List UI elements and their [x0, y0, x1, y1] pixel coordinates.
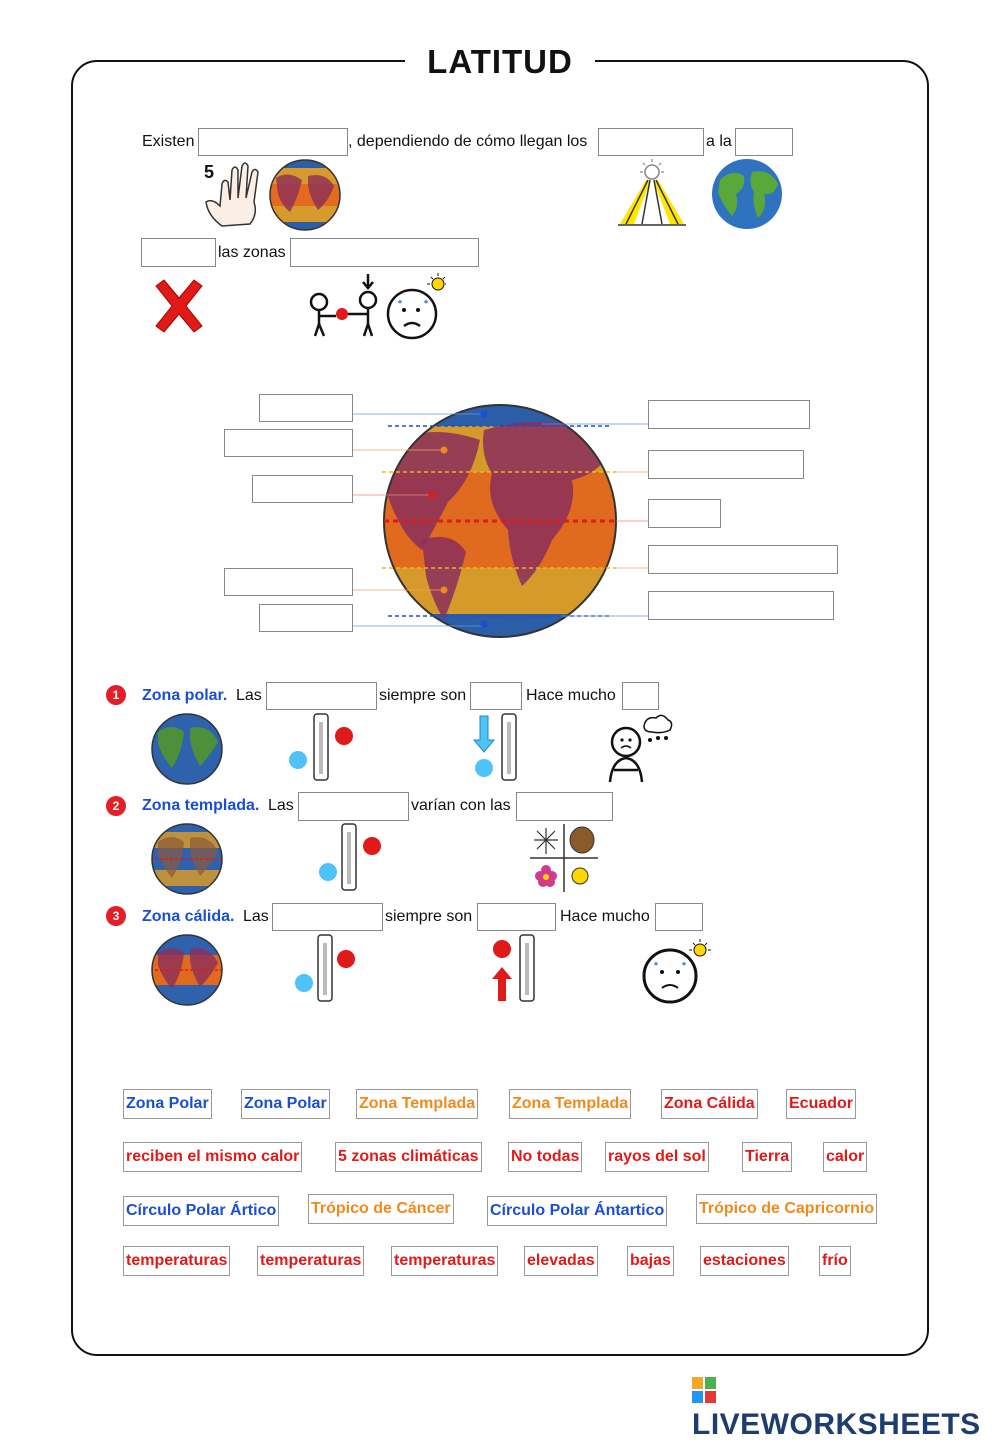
word-chip-zona-polar-1[interactable]: Zona Polar: [123, 1089, 212, 1119]
zone-polar-blank-1[interactable]: [266, 682, 377, 710]
diagram-left-blank-2[interactable]: [224, 429, 353, 457]
diagram-right-blank-2[interactable]: [648, 450, 804, 479]
earth-globe-icon: [710, 158, 784, 230]
sun-rays-icon: [614, 158, 690, 228]
word-chip-temperaturas-1[interactable]: temperaturas: [123, 1246, 230, 1276]
blank-existen[interactable]: [198, 128, 348, 156]
diagram-left-blank-1[interactable]: [259, 394, 353, 422]
earth-temperate-zone-icon: [150, 822, 224, 896]
liveworksheets-logo-text: LIVEWORKSHEETS: [692, 1408, 981, 1441]
word-chip-tierra[interactable]: Tierra: [742, 1142, 792, 1172]
word-chip-circulo-polar-artico[interactable]: Círculo Polar Ártico: [123, 1196, 279, 1226]
thermometer-icon: [286, 712, 356, 784]
earth-polar-zone-icon: [150, 712, 224, 786]
blank-reciben[interactable]: [290, 238, 479, 267]
red-cross-icon: [150, 278, 208, 334]
word-chip-no-todas[interactable]: No todas: [508, 1142, 582, 1172]
zone-number-3: 3: [106, 906, 126, 926]
word-chip-calor[interactable]: calor: [823, 1142, 867, 1172]
temperature-high-icon: [488, 933, 540, 1005]
zone-calida-blank-3[interactable]: [655, 903, 703, 931]
blank-a-la[interactable]: [735, 128, 793, 156]
hot-face-icon: [640, 938, 714, 1006]
seasons-icon: [530, 824, 600, 894]
zone-calida-text-hace: Hace mucho: [560, 908, 650, 925]
zone-polar-blank-3[interactable]: [622, 682, 659, 710]
cold-person-icon: [600, 712, 674, 784]
word-chip-tropico-de-capricornio[interactable]: Trópico de Capricornio: [696, 1194, 877, 1224]
zone-templada-title: Zona templada.: [142, 797, 260, 814]
zone-templada-blank-2[interactable]: [516, 792, 613, 821]
zone-number-2: 2: [106, 796, 126, 816]
zone-templada-text-varian: varían con las: [411, 797, 511, 814]
diagram-right-blank-4[interactable]: [648, 545, 838, 574]
zone-calida-title: Zona cálida.: [142, 908, 235, 925]
zone-templada-text-las: Las: [268, 797, 294, 814]
earth-warm-zone-icon: [150, 933, 224, 1007]
word-chip-circulo-polar-antartico[interactable]: Círculo Polar Ántartico: [487, 1196, 667, 1226]
zone-polar-text-siempre: siempre son: [379, 687, 467, 704]
word-chip-temperaturas-2[interactable]: temperaturas: [257, 1246, 364, 1276]
diagram-left-blank-5[interactable]: [259, 604, 353, 632]
temperature-low-icon: [470, 712, 522, 784]
diagram-right-blank-5[interactable]: [648, 591, 834, 620]
thermometer-icon: [290, 933, 360, 1005]
word-chip-estaciones[interactable]: estaciones: [700, 1246, 789, 1276]
word-chip-zona-calida[interactable]: Zona Cálida: [661, 1089, 758, 1119]
receive-heat-icon: [306, 272, 446, 342]
number-five-label: 5: [204, 162, 215, 182]
liveworksheets-logo: [692, 1374, 1000, 1442]
zone-calida-text-las: Las: [243, 908, 269, 925]
intro-text-existen: Existen: [142, 133, 195, 150]
word-chip-tropico-de-cancer[interactable]: Trópico de Cáncer: [308, 1194, 454, 1224]
diagram-left-blank-4[interactable]: [224, 568, 353, 596]
intro-text-a-la: a la: [706, 133, 732, 150]
zone-calida-text-siempre: siempre son: [385, 908, 473, 925]
earth-zones-icon: [268, 158, 342, 232]
thermometer-icon: [314, 822, 384, 894]
zone-polar-title: Zona polar.: [142, 687, 228, 704]
word-chip-reciben-el-mismo-calor[interactable]: reciben el mismo calor: [123, 1142, 302, 1172]
zone-calida-blank-1[interactable]: [272, 903, 383, 931]
word-chip-zona-templada-2[interactable]: Zona Templada: [509, 1089, 631, 1119]
blank-llegan-los[interactable]: [598, 128, 704, 156]
zone-polar-blank-2[interactable]: [470, 682, 522, 710]
word-chip-zona-templada-1[interactable]: Zona Templada: [356, 1089, 478, 1119]
word-chip-5-zonas-climaticas[interactable]: 5 zonas climáticas: [335, 1142, 482, 1172]
word-chip-temperaturas-3[interactable]: temperaturas: [391, 1246, 498, 1276]
hand-five-icon: [202, 158, 270, 230]
zone-templada-blank-1[interactable]: [298, 792, 409, 821]
word-chip-zona-polar-2[interactable]: Zona Polar: [241, 1089, 330, 1119]
diagram-right-blank-1[interactable]: [648, 400, 810, 429]
zone-calida-blank-2[interactable]: [477, 903, 556, 931]
word-chip-elevadas[interactable]: elevadas: [524, 1246, 598, 1276]
blank-no-todas[interactable]: [141, 238, 216, 267]
intro-text-las-zonas: las zonas: [218, 244, 286, 261]
word-chip-ecuador[interactable]: Ecuador: [786, 1089, 856, 1119]
word-chip-frio[interactable]: frío: [819, 1246, 851, 1276]
zone-polar-text-hace: Hace mucho: [526, 687, 616, 704]
intro-text-dependiendo: , dependiendo de cómo llegan los: [348, 133, 588, 150]
page-title: LATITUD: [405, 38, 595, 88]
word-chip-bajas[interactable]: bajas: [627, 1246, 674, 1276]
zone-number-1: 1: [106, 685, 126, 705]
word-chip-rayos-del-sol[interactable]: rayos del sol: [605, 1142, 709, 1172]
diagram-right-blank-3[interactable]: [648, 499, 721, 528]
liveworksheets-logo-icon: [692, 1377, 716, 1403]
zone-polar-text-las: Las: [236, 687, 262, 704]
diagram-left-blank-3[interactable]: [252, 475, 353, 503]
